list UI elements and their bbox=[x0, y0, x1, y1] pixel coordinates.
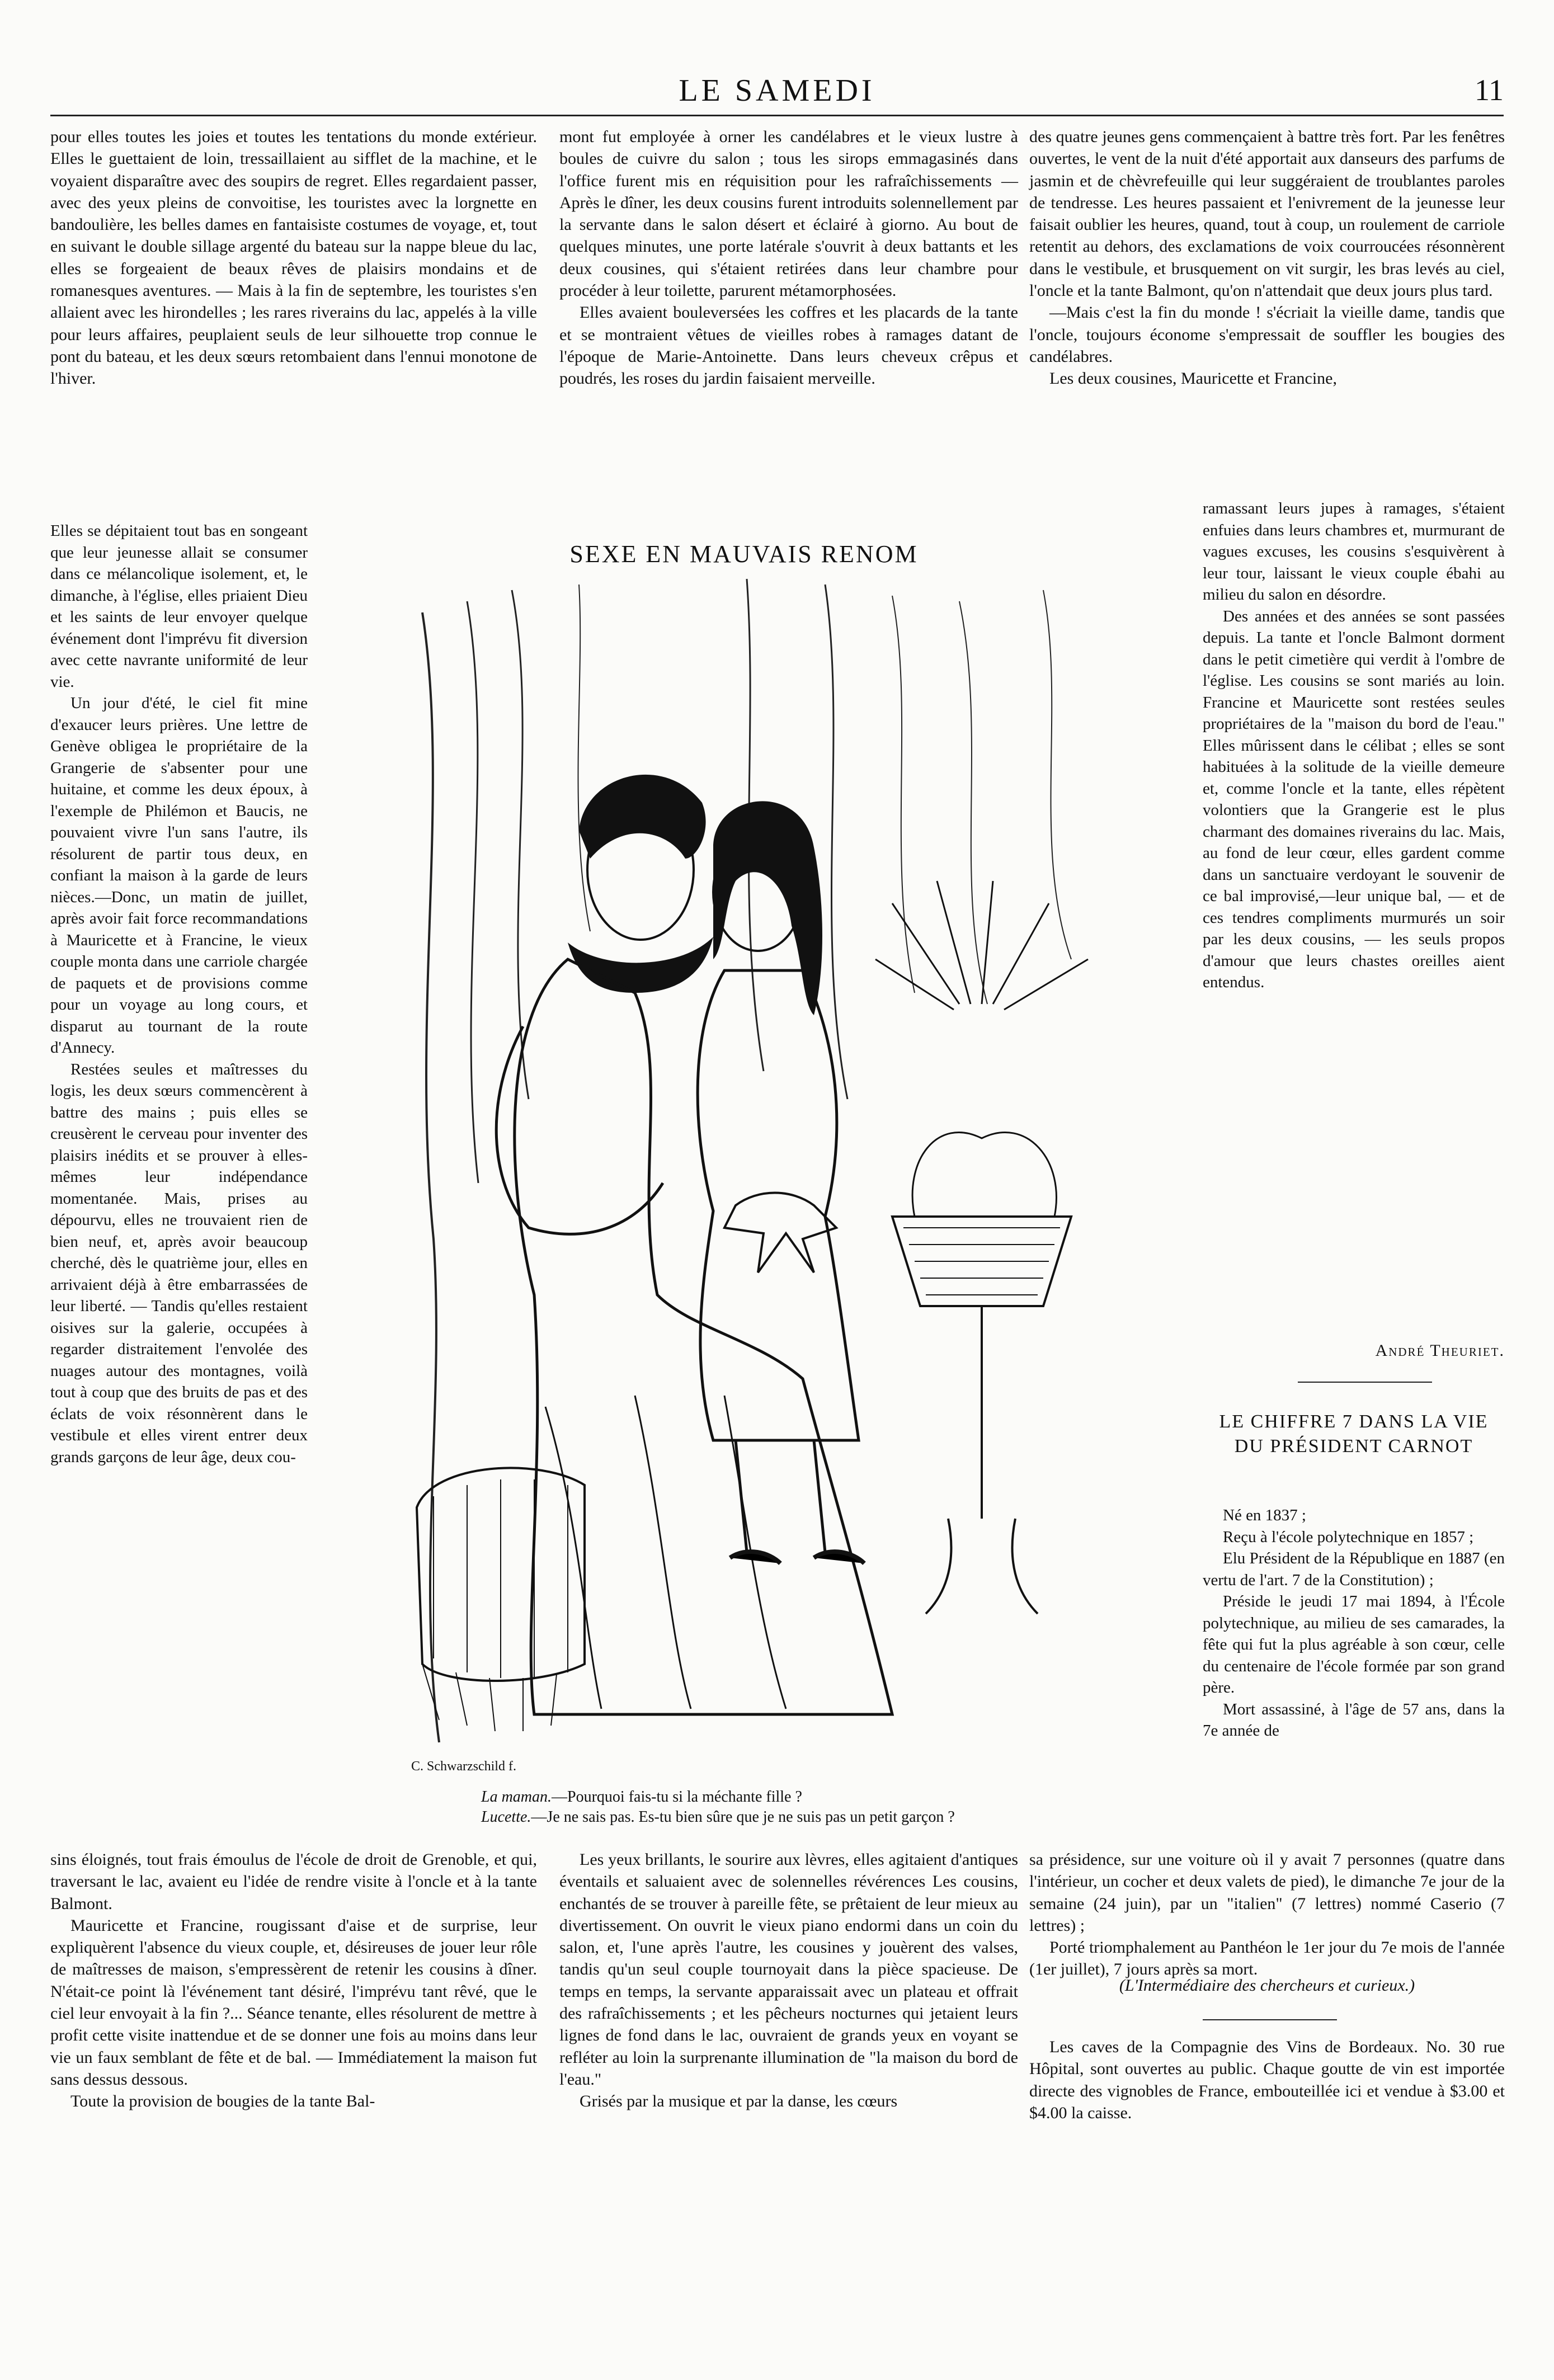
paragraph: Toute la provision de bougies de la tante Bal- bbox=[70, 2092, 375, 2111]
paragraph: Mauricette et Francine, rougissant d'aise et de surprise, leur expliquèrent l'absence du vieux couple, et, désireuses de jouer leur rôle de maîtresses de maison, s'empressèrent de retenir les cousins à dîner. N'était-ce point là l'événement tant désiré, l'imprévu tant rêvé, que le ciel leur envoyait à la fin ?... Séance tenante, elles résolurent de mettre à profit cette visite inattendue et de se donner une fois au moins dans leur vie un faux semblant de fête et de bal. — Immédiatement la maison fut sans dessus dessous. bbox=[50, 1916, 537, 2089]
page-number: 11 bbox=[1475, 73, 1504, 107]
paragraph: Les deux cousines, Mauricette et Francine, bbox=[1049, 369, 1337, 388]
woman-dress bbox=[515, 959, 892, 1714]
caption-text-2: —Je ne sais pas. Es-tu bien sûre que je ne suis pas un petit garçon ? bbox=[531, 1808, 955, 1826]
paragraph: Restées seules et maîtresses du logis, les deux sœurs commencèrent à battre des mains ; puis elles se creusèrent le cerveau pour inventer des plaisirs inédits et se prouver à elles-mêmes leur indépendance momentanée. Mais, prises au dépourvu, elles ne trouvaient rien de bien neuf, et, après avoir beaucoup cherché, dès le quatrième jour, elles en arrivaient déjà à être embarrassées de leur liberté. — Tandis qu'elles restaient oisives sur la galerie, occupées à regarder distraitement l'envolée des nuages autour des montagnes, voilà tout à coup que des bruits de pas et des éclats de voix résonnèrent dans le vestibule et elles virent entrer deux grands garçons de leur âge, deux cou- bbox=[50, 1060, 308, 1466]
wine-advert-text: Les caves de la Compagnie des Vins de Bordeaux. No. 30 rue Hôpital, sont ouvertes au public. Chaque goutte de vin est importée directe des vignobles de France, embouteillée ici et vendue à $3.00 et $4.00 la caisse. bbox=[1029, 2038, 1505, 2122]
signature-theuriet: André Theuriet. bbox=[1375, 1341, 1505, 1360]
paragraph: Des années et des années se sont passées depuis. La tante et l'oncle Balmont dorment dans le petit cimetière qui verdit à l'ombre de l'église. Les cousins se sont mariés au loin. Francine et Mauricette sont restées seules propriétaires de la "maison du bord de l'eau." Elles mûrissent dans le célibat ; elles se sont habituées à la solitude de la vieille demeure et, comme l'oncle et la tante, elles répètent volontiers que la Grangerie est le plus charmant des domaines riverains du lac. Mais, au fond de leur cœur, elles gardent comme dans un sanctuaire verdoyant le souvenir de ce bal improvisé,—leur unique bal, — et de ces tendres compliments murmurés un soir par les deux cousins, — les seuls propos d'amour que leurs chastes oreilles aient entendus. bbox=[1203, 607, 1505, 991]
paragraph: pour elles toutes les joies et toutes les tentations du monde extérieur. Elles le guettaient de loin, tressaillaient au sifflet de la machine, et le voyaient disparaître avec des soupirs de regret. Elles regardaient passer, avec des yeux pleins de convoitise, les touristes avec la lorgnette en bandoulière, les belles dames en fantaisiste costumes de voyage, et, tout en suivant le double sillage argenté du bateau sur la nappe bleue du lac, elles se forgeaient de beaux rêves de plaisirs mondains et de romanesques aventures. — Mais à la fin de septembre, les touristes s'en allaient avec les hirondelles ; les rares riverains du lac, appelés à la ville pour leurs affaires, peuplaient seuls de leur silhouette trop connue le pont du bateau, et les deux sœurs retombaient dans l'ennui monotone de l'hiver. bbox=[50, 128, 537, 388]
caption-speaker-2: Lucette. bbox=[481, 1808, 531, 1826]
paragraph: Les yeux brillants, le sourire aux lèvres, elles agitaient d'antiques éventails et saluaient avec de solennelles révérences Les cousins, enchantés de se trouver à pareille fête, se prêtaient de leur mieux au divertissement. On ouvrit le vieux piano endormi dans un coin du salon, et, l'une après l'autre, les cousines y jouèrent des valses, tandis qu'un seul couple tournoyait dans la pièce spacieuse. De temps en temps, la servante apparaissait avec un plateau et offrait des rafraîchissements ; et les pêcheurs nocturnes qui jetaient leurs lignes de fond dans le lac, ouvraient de grands yeux en voyant se refléter au loin la surprenante illumination de "la maison du bord de l'eau." bbox=[559, 1850, 1018, 2089]
paragraph: Grisés par la musique et par la danse, les cœurs bbox=[580, 2092, 898, 2111]
paragraph: ramassant leurs jupes à ramages, s'étaient enfuies dans leurs chambres et, murmurant de vagues excuses, les cousins s'esquivèrent à leur tour, laissant le vieux couple ébahi au milieu du salon en désordre. bbox=[1203, 499, 1505, 604]
header-rule bbox=[50, 115, 1504, 116]
paragraph: Né en 1837 ; bbox=[1223, 1506, 1306, 1524]
paragraph: Elu Président de la République en 1887 (en vertu de l'art. 7 de la Constitution) ; bbox=[1203, 1549, 1505, 1589]
caption-line-2 bbox=[481, 1807, 1096, 1827]
artist-signature: C. Schwarzschild f. bbox=[411, 1759, 516, 1774]
column-1-bottom bbox=[50, 1849, 537, 2113]
paragraph: Un jour d'été, le ciel fit mine d'exaucer leurs prières. Une lettre de Genève obligea le propriétaire de la Grangerie de s'absenter pour une huitaine, et comme les deux époux, à l'exemple de Philémon et Baucis, ne pouvaient vivre l'un sans l'autre, ils résolurent de partir tous deux, en confiant la maison à la garde de leurs nièces.—Donc, un matin de juillet, après avoir fait force recommandations à Mauricette et à Francine, le vieux couple monta dans une carriole chargée de paquets et de provisions comme pour un voyage au long cours, et disparut au tournant de la route d'Annecy. bbox=[50, 694, 308, 1057]
article2-full-text bbox=[1029, 1849, 1505, 1981]
wine-advert bbox=[1029, 2036, 1505, 2124]
girl-sash-bow bbox=[724, 1193, 836, 1273]
illustration-headline: SEXE EN MAUVAIS RENOM bbox=[569, 540, 919, 568]
girl-hair bbox=[713, 801, 822, 1015]
paragraph: Elles avaient bouleversées les coffres et les placards de la tante et se montraient vêtues de vieilles robes à ramages datant de l'époque de Marie-Antoinette. Dans leurs cheveux crêpus et poudrés, les roses du jardin faisaient merveille. bbox=[559, 303, 1018, 388]
paragraph: Reçu à l'école polytechnique en 1857 ; bbox=[1223, 1528, 1474, 1546]
paragraph: —Mais c'est la fin du monde ! s'écriait la vieille dame, tandis que l'oncle, toujours économe s'empressait de souffler les bougies des candélabres. bbox=[1029, 303, 1505, 366]
paragraph: sa présidence, sur une voiture où il y avait 7 personnes (quatre dans l'intérieur, un cocher et deux valets de pied), le dimanche 7e jour de la semaine (24 juin), par un "italien" (7 lettres) nommé Caserio (7 lettres) ; bbox=[1029, 1850, 1505, 1935]
paragraph: des quatre jeunes gens commençaient à battre très fort. Par les fenêtres ouvertes, le vent de la nuit d'été apportait aux danseurs des parfums de jasmin et de chèvrefeuille qui leur suggéraient de troublantes paroles de tendresse. Les heures passaient et l'enivrement de la jeunesse leur faisait oublier les heures, quand, tout à coup, un roulement de carriole retentit au dehors, des exclamations de voix courroucées résonnèrent dans le vestibule, et brusquement on vit surgir, les bras levés au ciel, l'oncle et la tante Balmont, qu'on n'attendait que deux jours plus tard. bbox=[1029, 128, 1505, 300]
column-1-top bbox=[50, 126, 537, 390]
column-3-top bbox=[1029, 126, 1505, 390]
paragraph: sins éloignés, tout frais émoulus de l'école de droit de Grenoble, et qui, traversant le lac, avaient eu l'idée de rendre visite à l'oncle et à la tante Balmont. bbox=[50, 1850, 537, 1913]
woman-hair bbox=[579, 775, 706, 859]
girl-dress bbox=[698, 970, 859, 1440]
paragraph: Préside le jeudi 17 mai 1894, à l'École polytechnique, au milieu de ses camarades, la fête qui fut la plus agréable à son cœur, celle du centenaire de l'école formée par son grand père. bbox=[1203, 1592, 1505, 1696]
fur-collar bbox=[568, 937, 713, 993]
caption-text-1: —Pourquoi fais-tu si la méchante fille ? bbox=[552, 1788, 802, 1806]
paragraph: Elles se dépitaient tout bas en songeant que leur jeunesse allait se consumer dans ce mélancolique isolement, et, le dimanche, à l'église, elles priaient Dieu et les saints de leur envoyer quelque événement dont l'imprévu fit diversion avec cette navrante uniformité de leur vie. bbox=[50, 522, 308, 691]
page-header bbox=[50, 73, 1504, 117]
column-1-narrow bbox=[50, 520, 308, 1468]
newspaper-title: LE SAMEDI bbox=[679, 73, 875, 108]
article2-headline: LE CHIFFRE 7 DANS LA VIE DU PRÉSIDENT CARNOT bbox=[1219, 1411, 1489, 1457]
column-2-bottom bbox=[559, 1849, 1018, 2113]
paragraph: Porté triomphalement au Panthéon le 1er jour du 7e mois de l'année (1er juillet), 7 jours après sa mort. bbox=[1029, 1938, 1505, 1979]
caption-speaker-1: La maman. bbox=[481, 1788, 552, 1806]
column-3-narrow bbox=[1203, 498, 1505, 993]
article-divider bbox=[1298, 1382, 1432, 1383]
illustration-caption bbox=[481, 1787, 1096, 1827]
curtain-left bbox=[422, 612, 439, 1742]
paragraph: mont fut employée à orner les candélabres et le vieux lustre à boules de cuivre du salon ; tous les sirops emmagasinés dans l'office furent mis en réquisition pour les rafraîchissements — Après le dîner, les deux cousins furent introduits solennellement par la servante dans le salon désert et éclairé à giorno. Au bout de quelques minutes, une porte latérale s'ouvrit à deux battants et les deux cousines, qui s'étaient retirées dans leur chambre pour procéder à leur toilette, parurent métamorphosées. bbox=[559, 128, 1018, 300]
article2-source: (L'Intermédiaire des chercheurs et curieux.) bbox=[1119, 1976, 1415, 1995]
illustration-drawing bbox=[400, 568, 1110, 1779]
article2-narrow-text bbox=[1203, 1505, 1505, 1742]
column-2-top bbox=[559, 126, 1018, 390]
advert-divider bbox=[1203, 2019, 1337, 2020]
caption-line-1 bbox=[481, 1787, 1096, 1807]
paragraph: Mort assassiné, à l'âge de 57 ans, dans la 7e année de bbox=[1203, 1700, 1505, 1740]
